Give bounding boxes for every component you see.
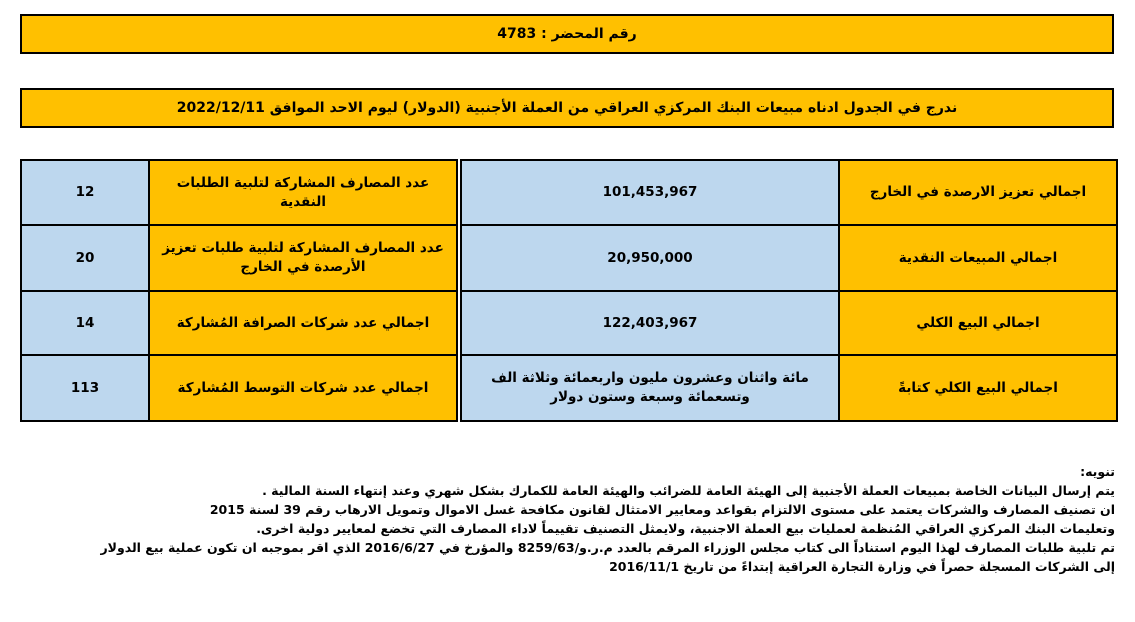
sales-value: 101,453,967 xyxy=(461,160,839,225)
minutes-number: رقم المحضر : 4783 xyxy=(497,26,637,42)
count-value: 14 xyxy=(21,291,149,355)
sales-value: مائة واثنان وعشرون مليون واربعمائة وثلاثة الف وتسعمائة وسبعة وستون دولار xyxy=(461,355,839,421)
count-value: 113 xyxy=(21,355,149,421)
count-value: 20 xyxy=(21,225,149,291)
intro-banner xyxy=(20,88,1114,128)
note-line: إلى الشركات المسجلة حصراً في وزارة التجارة العراقية إبتداءً من تاريخ 2016/11/1 xyxy=(609,559,1115,574)
table-row xyxy=(21,225,457,291)
table-row xyxy=(461,355,1117,421)
count-label: اجمالي عدد شركات التوسط المُشاركة xyxy=(149,355,457,421)
note-line: وتعليمات البنك المركزي العراقي المُنظمة لعمليات بيع العملة الاجنبية، ولايمثل التصنيف تقييماً لاداء المصارف التي تخضع لمعايير دولية اخرى. xyxy=(256,521,1115,536)
participants-count-table xyxy=(20,159,458,422)
minutes-number-banner xyxy=(20,14,1114,54)
table-row xyxy=(21,160,457,225)
sales-summary-table xyxy=(460,159,1118,422)
sales-label: اجمالي البيع الكلي xyxy=(839,291,1117,355)
sales-label: اجمالي البيع الكلي كتابةً xyxy=(839,355,1117,421)
table-row xyxy=(461,160,1117,225)
sales-label: اجمالي تعزيز الارصدة في الخارج xyxy=(839,160,1117,225)
table-row xyxy=(21,291,457,355)
notes-section xyxy=(20,462,1115,576)
count-label: عدد المصارف المشاركة لتلبية طلبات تعزيز الأرصدة في الخارج xyxy=(149,225,457,291)
table-row xyxy=(461,291,1117,355)
note-line: يتم إرسال البيانات الخاصة بمبيعات العملة الأجنبية إلى الهيئة العامة للضرائب والهيئة العامة للكمارك بشكل شهري وعند إنتهاء السنة المالية . xyxy=(262,483,1115,498)
notes-title: تنويه: xyxy=(1080,464,1115,479)
note-line: ان تصنيف المصارف والشركات يعتمد على مستوى الالتزام بقواعد ومعايير الامتثال لقانون مكافحة غسل الاموال وتمويل الارهاب رقم 39 لسنة 2015 xyxy=(209,502,1115,517)
intro-text: ندرج في الجدول ادناه مبيعات البنك المركزي العراقي من العملة الأجنبية (الدولار) ليوم الاحد الموافق 2022/12/11 xyxy=(176,100,958,116)
count-label: عدد المصارف المشاركة لتلبية الطلبات النقدية xyxy=(149,160,457,225)
sales-label: اجمالي المبيعات النقدية xyxy=(839,225,1117,291)
table-row xyxy=(21,355,457,421)
count-label: اجمالي عدد شركات الصرافة المُشاركة xyxy=(149,291,457,355)
count-value: 12 xyxy=(21,160,149,225)
sales-value: 20,950,000 xyxy=(461,225,839,291)
sales-value: 122,403,967 xyxy=(461,291,839,355)
note-line: تم تلبية طلبات المصارف لهذا اليوم استناداً الى كتاب مجلس الوزراء المرقم بالعدد م.ر.و/8259/63 والمؤرخ في 2016/6/27 الذي اقر بموجبه ان تكون عملية بيع الدولار xyxy=(100,540,1115,555)
table-row xyxy=(461,225,1117,291)
